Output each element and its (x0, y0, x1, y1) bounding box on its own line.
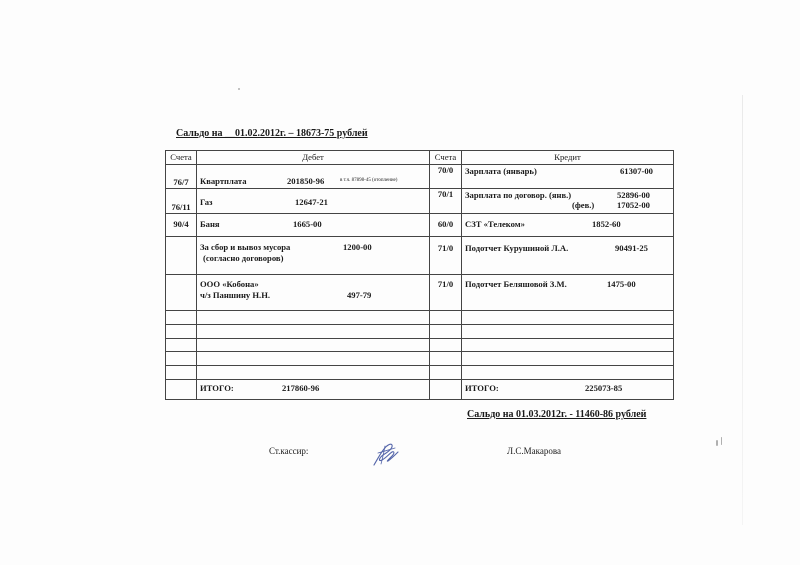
empty-cell (430, 352, 462, 366)
empty-cell (430, 338, 462, 352)
empty-row (166, 352, 674, 366)
debit-amount: 1200-00 (343, 241, 372, 252)
debit-name: Квартплата (200, 176, 247, 187)
debit-entry (197, 164, 430, 188)
debit-entry (197, 274, 430, 310)
debit-amount: 201850-96 (287, 176, 325, 187)
empty-cell (430, 324, 462, 338)
empty-cell (462, 366, 674, 380)
table-row (166, 236, 674, 274)
credit-name: Зарплата (январь) (465, 165, 537, 176)
empty-cell (430, 366, 462, 380)
debit-amount: 1665-00 (293, 218, 322, 229)
debit-entry (197, 189, 430, 213)
empty-cell (462, 324, 674, 338)
credit-total (462, 380, 674, 400)
signature-label: Ст.кассир: (269, 446, 309, 456)
credit-entry (462, 164, 674, 188)
handwritten-signature (368, 440, 402, 468)
table-header-row (166, 151, 674, 165)
debit-code-header: Счета (166, 151, 197, 165)
empty-cell (166, 310, 197, 324)
debit-code (166, 236, 197, 274)
opening-balance: Сальдо на __01.02.2012г. – 18673-75 рублей (176, 128, 368, 139)
debit-total-amount: 217860-96 (282, 383, 320, 394)
table-row (166, 189, 674, 213)
empty-cell (166, 324, 197, 338)
debit-amount: 12647-21 (295, 197, 328, 208)
credit-amount: 1852-60 (592, 218, 621, 229)
credit-code (430, 274, 462, 310)
debit-header: Дебет (197, 151, 430, 165)
credit-code-header: Счета (430, 151, 462, 165)
debit-code: 76/7 (166, 164, 197, 188)
credit-entry (462, 189, 674, 213)
credit-amount: 52896-00 (617, 190, 650, 201)
totals-row (166, 380, 674, 400)
empty-cell (430, 310, 462, 324)
empty-row (166, 310, 674, 324)
credit-total-label: ИТОГО: (465, 383, 499, 394)
debit-total (197, 380, 430, 400)
sheet-edge (742, 95, 743, 525)
empty-cell (197, 310, 430, 324)
empty-cell (197, 352, 430, 366)
credit-entry (462, 236, 674, 274)
debit-name: Газ (200, 197, 213, 208)
empty-cell (197, 338, 430, 352)
credit-amount: 1475-00 (607, 278, 636, 289)
debit-name-2: ч/з Паншину Н.Н. (200, 289, 271, 300)
scan-speck (716, 440, 718, 446)
debit-note: в т.ч. 87898-45 (отопление) (340, 178, 398, 184)
debit-name: ООО «Кобона» (200, 278, 259, 289)
debit-entry (197, 213, 430, 236)
empty-row (166, 324, 674, 338)
credit-name: СЗТ «Телеком» (465, 218, 525, 229)
empty-cell (430, 380, 462, 400)
debit-entry (197, 236, 430, 274)
empty-cell (166, 352, 197, 366)
credit-name: Подотчет Курушиной Л.А. (465, 242, 569, 253)
empty-cell (197, 366, 430, 380)
table-row (166, 213, 674, 236)
table-row (166, 164, 674, 188)
cashier-name: Л.С.Макарова (507, 446, 561, 456)
closing-balance: Сальдо на 01.03.2012г. - 11460-86 рублей (467, 409, 647, 420)
debit-total-label: ИТОГО: (200, 383, 234, 394)
credit-name-2: (фев.) (572, 200, 595, 211)
empty-cell (462, 338, 674, 352)
credit-entry (462, 274, 674, 310)
ledger-table (165, 150, 674, 400)
credit-code: 60/0 (430, 213, 462, 236)
debit-name: Баня (200, 218, 220, 229)
credit-code: 70/1 (430, 189, 462, 213)
empty-row (166, 338, 674, 352)
empty-cell (462, 310, 674, 324)
scan-speck (238, 88, 240, 90)
debit-name-2: (согласно договоров) (203, 252, 284, 263)
credit-header: Кредит (462, 151, 674, 165)
debit-name: За сбор и вывоз мусора (200, 241, 291, 252)
empty-cell (197, 324, 430, 338)
credit-code-text: 71/0 (437, 278, 454, 289)
empty-row (166, 366, 674, 380)
credit-amount: 90491-25 (615, 242, 648, 253)
empty-cell (166, 380, 197, 400)
credit-code (430, 236, 462, 274)
scan-speck (721, 437, 722, 445)
debit-code: 76/11 (166, 189, 197, 213)
empty-cell (166, 338, 197, 352)
credit-entry (462, 213, 674, 236)
empty-cell (166, 366, 197, 380)
credit-code: 70/0 (430, 164, 462, 188)
debit-amount: 497-79 (347, 289, 372, 300)
debit-code (166, 274, 197, 310)
credit-name: Подотчет Беляшовой З.М. (465, 278, 567, 289)
credit-total-amount: 225073-85 (585, 383, 623, 394)
credit-code-text: 71/0 (437, 242, 454, 253)
credit-amount-2: 17052-00 (617, 200, 650, 211)
credit-amount: 61307-00 (620, 165, 653, 176)
empty-cell (462, 352, 674, 366)
debit-code: 90/4 (166, 213, 197, 236)
credit-name: Зарплата по договор. (янв.) (465, 190, 572, 201)
table-row (166, 274, 674, 310)
